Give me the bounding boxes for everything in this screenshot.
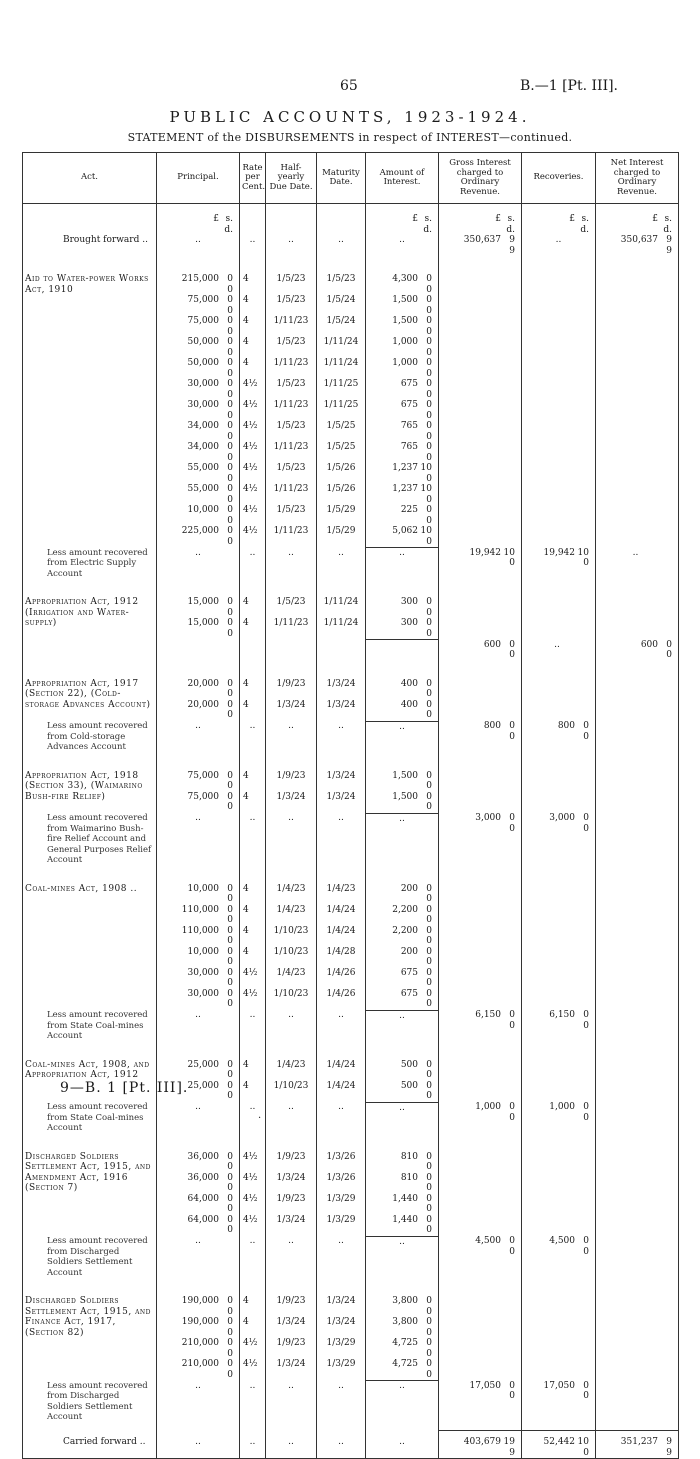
principal-cell: 25,000 00	[157, 1050, 240, 1081]
carried-forward-net: 351,237 99	[596, 1431, 679, 1459]
page-title: PUBLIC ACCOUNTS, 1923-1924.	[169, 108, 531, 126]
maturity-cell: 1/11/24	[317, 337, 366, 358]
due-date-cell: 1/3/24	[266, 792, 317, 814]
col-header-principal: Principal.	[157, 153, 240, 204]
rate-cell: 4	[240, 618, 266, 640]
col-header-due-date: Half-yearly Due Date.	[266, 153, 317, 204]
maturity-cell: 1/3/29	[317, 1194, 366, 1215]
interest-cell: 3,800 00	[366, 1317, 439, 1338]
principal-units: £ s.d.	[157, 204, 240, 236]
principal-cell: 30,000 00	[157, 968, 240, 989]
principal-cell: 20,000 00	[157, 669, 240, 700]
principal-cell: 15,000 00	[157, 587, 240, 618]
due-date-cell: 1/9/23	[266, 1142, 317, 1173]
interest-cell: 2,200 00	[366, 926, 439, 947]
due-date-cell: 1/5/23	[266, 295, 317, 316]
principal-cell: 55,000 00	[157, 463, 240, 484]
table-row	[23, 761, 679, 792]
maturity-cell: 1/5/23	[317, 264, 366, 295]
gross-interest-cell: 6,150 00	[439, 1010, 522, 1050]
rate-cell: 4½	[240, 989, 266, 1011]
currency-units-row	[23, 204, 679, 236]
maturity-cell: 1/4/23	[317, 874, 366, 905]
principal-cell: 64,000 00	[157, 1194, 240, 1215]
interest-cell: 1,000 00	[366, 337, 439, 358]
interest-cell: 1,237 100	[366, 463, 439, 484]
due-date-cell: 1/4/23	[266, 1050, 317, 1081]
due-date-cell: 1/10/23	[266, 1081, 317, 1103]
gross-interest-cell: 17,050 00	[439, 1381, 522, 1431]
maturity-cell: 1/3/29	[317, 1338, 366, 1359]
net-units: £ s.d.	[596, 204, 679, 236]
act-name: Appropriation Act, 1918 (Section 33), (Waimarino Bush-fire Relief)	[23, 761, 157, 814]
net-interest-cell	[596, 1102, 679, 1142]
maturity-cell: 1/3/24	[317, 669, 366, 700]
principal-cell: 190,000 00	[157, 1317, 240, 1338]
maturity-cell: 1/4/24	[317, 1050, 366, 1081]
interest-cell: 675 00	[366, 989, 439, 1011]
maturity-cell: 1/3/24	[317, 700, 366, 722]
interest-cell: 400 00	[366, 669, 439, 700]
principal-cell: 110,000 00	[157, 905, 240, 926]
rate-cell: 4½	[240, 1142, 266, 1173]
due-date-cell: 1/5/23	[266, 505, 317, 526]
principal-cell: 225,000 00	[157, 526, 240, 548]
rate-cell: 4½	[240, 968, 266, 989]
principal-cell: 190,000 00	[157, 1286, 240, 1317]
maturity-cell: 1/3/29	[317, 1359, 366, 1381]
interest-cell: 4,725 00	[366, 1359, 439, 1381]
rate-cell: 4½	[240, 1194, 266, 1215]
table-row	[23, 1142, 679, 1173]
maturity-cell: 1/4/24	[317, 1081, 366, 1103]
rate-cell: 4½	[240, 505, 266, 526]
act-name: Discharged Soldiers Settlement Act, 1915, and Finance Act, 1917, (Section 82)	[23, 1286, 157, 1381]
due-date-cell: 1/11/23	[266, 526, 317, 548]
due-date-cell: 1/5/23	[266, 337, 317, 358]
act-name: Coal-mines Act, 1908, and Appropriation Act, 1912	[23, 1050, 157, 1103]
due-date-cell: 1/11/23	[266, 618, 317, 640]
section-total-row: Less amount recovered from Cold-storage Advances Account .. .. .. .. .. 800 00 800 00	[23, 721, 679, 761]
interest-cell: 1,440 00	[366, 1194, 439, 1215]
section-total-row: Less amount recovered from Electric Supply Account .. .. .. .. .. 19,942 100 19,942 100 ..	[23, 548, 679, 588]
maturity-cell: 1/5/26	[317, 463, 366, 484]
due-date-cell: 1/5/23	[266, 421, 317, 442]
due-date-cell: 1/11/23	[266, 316, 317, 337]
interest-cell: 1,237 100	[366, 484, 439, 505]
interest-cell: 765 00	[366, 442, 439, 463]
recoveries-cell: ..	[522, 640, 596, 669]
interest-cell: 5,062 100	[366, 526, 439, 548]
table-row	[23, 874, 679, 905]
maturity-cell: 1/5/25	[317, 442, 366, 463]
rate-cell: 4	[240, 358, 266, 379]
due-date-cell: 1/4/23	[266, 874, 317, 905]
maturity-cell: 1/11/24	[317, 358, 366, 379]
gross-interest-cell: 1,000 00	[439, 1102, 522, 1142]
net-interest-cell	[596, 813, 679, 874]
principal-cell: 210,000 00	[157, 1338, 240, 1359]
net-interest-cell	[596, 1236, 679, 1286]
principal-cell: 10,000 00	[157, 874, 240, 905]
principal-cell: 75,000 00	[157, 761, 240, 792]
maturity-cell: 1/3/26	[317, 1173, 366, 1194]
interest-cell: 225 00	[366, 505, 439, 526]
due-date-cell: 1/3/24	[266, 1317, 317, 1338]
act-name: Appropriation Act, 1912 (Irrigation and Water-supply)	[23, 587, 157, 640]
rate-cell: 4½	[240, 1359, 266, 1381]
rate-cell: 4	[240, 669, 266, 700]
rate-cell: 4	[240, 761, 266, 792]
rate-cell: 4	[240, 700, 266, 722]
net-interest-cell	[596, 1010, 679, 1050]
table-row	[23, 587, 679, 618]
net-interest-cell: 600 00	[596, 640, 679, 669]
col-header-gross: Gross Interest charged to Ordinary Revenue.	[439, 153, 522, 204]
page-mark: .	[258, 1110, 262, 1121]
interest-cell: 1,500 00	[366, 295, 439, 316]
statement-subtitle: STATEMENT of the DISBURSEMENTS in respect of INTEREST—continued.	[127, 131, 573, 144]
interest-cell: 765 00	[366, 421, 439, 442]
principal-cell: 36,000 00	[157, 1142, 240, 1173]
recoveries-cell: 1,000 00	[522, 1102, 596, 1142]
due-date-cell: 1/9/23	[266, 1286, 317, 1317]
maturity-cell: 1/5/24	[317, 316, 366, 337]
page-number: 65	[340, 78, 358, 94]
maturity-cell: 1/4/26	[317, 989, 366, 1011]
interest-cell: 1,500 00	[366, 761, 439, 792]
carried-forward-recoveries: 52,442 100	[522, 1431, 596, 1459]
maturity-cell: 1/4/28	[317, 947, 366, 968]
maturity-cell: 1/3/26	[317, 1142, 366, 1173]
less-recovered-note: Less amount recovered from Electric Supply Account	[23, 548, 157, 588]
principal-cell: 25,000 00	[157, 1081, 240, 1103]
section-total-row	[23, 640, 679, 669]
act-name: Aid to Water-power Works Act, 1910	[23, 264, 157, 548]
recoveries-cell: 6,150 00	[522, 1010, 596, 1050]
net-interest-cell	[596, 721, 679, 761]
maturity-cell: 1/11/24	[317, 618, 366, 640]
section-total-row: Less amount recovered from State Coal-mines Account .. .. .. .. .. 1,000 00 1,000 00	[23, 1102, 679, 1142]
print-reference: 9—B. 1 [Pt. III].	[60, 1080, 189, 1096]
maturity-cell: 1/3/24	[317, 761, 366, 792]
due-date-cell: 1/10/23	[266, 947, 317, 968]
principal-cell: 36,000 00	[157, 1173, 240, 1194]
interest-cell: 1,000 00	[366, 358, 439, 379]
table-row	[23, 1286, 679, 1317]
rate-cell: 4	[240, 1317, 266, 1338]
maturity-cell: 1/4/24	[317, 905, 366, 926]
act-name: Appropriation Act, 1917 (Section 22), (Cold-storage Advances Account)	[23, 669, 157, 722]
brought-forward-label: Brought forward ..	[23, 235, 157, 264]
rate-cell: 4½	[240, 379, 266, 400]
table-header-row	[23, 153, 679, 204]
due-date-cell: 1/10/23	[266, 989, 317, 1011]
due-date-cell: 1/4/23	[266, 968, 317, 989]
less-recovered-note: Less amount recovered from State Coal-mines Account	[23, 1102, 157, 1142]
due-date-cell: 1/11/23	[266, 358, 317, 379]
rate-cell: 4	[240, 1286, 266, 1317]
recoveries-cell: 17,050 00	[522, 1381, 596, 1431]
principal-cell: 30,000 00	[157, 989, 240, 1011]
principal-cell: 50,000 00	[157, 337, 240, 358]
col-header-net: Net Interest charged to Ordinary Revenue.	[596, 153, 679, 204]
due-date-cell: 1/11/23	[266, 484, 317, 505]
due-date-cell: 1/3/24	[266, 1359, 317, 1381]
maturity-cell: 1/11/25	[317, 400, 366, 421]
rate-cell: 4½	[240, 484, 266, 505]
act-name: Discharged Soldiers Settlement Act, 1915, and Amendment Act, 1916 (Section 7)	[23, 1142, 157, 1237]
maturity-cell: 1/3/24	[317, 792, 366, 814]
table-row	[23, 669, 679, 700]
interest-cell: 1,440 00	[366, 1215, 439, 1237]
interest-cell: 200 00	[366, 874, 439, 905]
maturity-cell: 1/5/29	[317, 505, 366, 526]
section-total-row: Less amount recovered from Waimarino Bush-fire Relief Account and General Purposes Relief Account .. .. .. .. .. 3,000 00 3,000 00	[23, 813, 679, 874]
principal-cell: 30,000 00	[157, 400, 240, 421]
interest-cell: 500 00	[366, 1050, 439, 1081]
maturity-cell: 1/3/24	[317, 1286, 366, 1317]
maturity-cell: 1/3/24	[317, 1317, 366, 1338]
due-date-cell: 1/10/23	[266, 926, 317, 947]
less-recovered-note: Less amount recovered from Discharged Soldiers Settlement Account	[23, 1236, 157, 1286]
brought-forward-gross: 350,637 99	[439, 235, 522, 264]
maturity-cell: 1/5/24	[317, 295, 366, 316]
recoveries-cell: 19,942 100	[522, 548, 596, 588]
principal-cell: 75,000 00	[157, 295, 240, 316]
gross-interest-cell: 600 00	[439, 640, 522, 669]
section-total-row: Less amount recovered from Discharged Soldiers Settlement Account .. .. .. .. .. 4,500 00 4,500 00	[23, 1236, 679, 1286]
rate-cell: 4½	[240, 421, 266, 442]
due-date-cell: 1/5/23	[266, 587, 317, 618]
interest-cell: 4,725 00	[366, 1338, 439, 1359]
net-interest-cell: ..	[596, 548, 679, 588]
gross-interest-cell: 3,000 00	[439, 813, 522, 874]
principal-cell: 15,000 00	[157, 618, 240, 640]
due-date-cell: 1/9/23	[266, 669, 317, 700]
maturity-cell: 1/4/26	[317, 968, 366, 989]
net-interest-cell	[596, 1381, 679, 1431]
rate-cell: 4	[240, 316, 266, 337]
interest-cell: 1,500 00	[366, 316, 439, 337]
rate-cell: 4	[240, 792, 266, 814]
rate-cell: 4	[240, 926, 266, 947]
gross-units: £ s.d.	[439, 204, 522, 236]
principal-cell: 215,000 00	[157, 264, 240, 295]
interest-cell: 675 00	[366, 968, 439, 989]
section-total-row: Less amount recovered from Discharged Soldiers Settlement Account .. .. .. .. .. 17,050 00 17,050 00	[23, 1381, 679, 1431]
due-date-cell: 1/11/23	[266, 400, 317, 421]
interest-cell: 300 00	[366, 587, 439, 618]
rate-cell: 4	[240, 1081, 266, 1103]
brought-forward-recoveries: ..	[522, 235, 596, 264]
principal-cell: 10,000 00	[157, 947, 240, 968]
principal-cell: 10,000 00	[157, 505, 240, 526]
table-row	[23, 264, 679, 295]
rate-cell: 4	[240, 295, 266, 316]
principal-cell: 210,000 00	[157, 1359, 240, 1381]
brought-forward-row: Brought forward .. .. .. .. .. .. 350,637 99 .. 350,637 99	[23, 235, 679, 264]
principal-cell: 75,000 00	[157, 792, 240, 814]
rate-cell: 4½	[240, 1215, 266, 1237]
less-recovered-note: Less amount recovered from Discharged Soldiers Settlement Account	[23, 1381, 157, 1431]
due-date-cell: 1/5/23	[266, 264, 317, 295]
due-date-cell: 1/4/23	[266, 905, 317, 926]
carried-forward-row: Carried forward .. .. .. .. .. .. 403,679 199 52,442 100 351,237 99	[23, 1431, 679, 1459]
due-date-cell: 1/9/23	[266, 1194, 317, 1215]
rate-cell: 4	[240, 874, 266, 905]
col-header-rate: Rate per Cent.	[240, 153, 266, 204]
rate-cell: 4	[240, 905, 266, 926]
rate-cell: 4	[240, 1050, 266, 1081]
interest-cell: 675 00	[366, 400, 439, 421]
maturity-cell: 1/11/24	[317, 587, 366, 618]
document-reference: B.—1 [Pt. III].	[520, 78, 619, 94]
due-date-cell: 1/3/24	[266, 1215, 317, 1237]
maturity-cell: 1/4/24	[317, 926, 366, 947]
principal-cell: 34,000 00	[157, 421, 240, 442]
rate-cell: 4½	[240, 526, 266, 548]
rate-cell: 4½	[240, 1173, 266, 1194]
interest-cell: 300 00	[366, 618, 439, 640]
col-header-act: Act.	[23, 153, 157, 204]
col-header-recoveries: Recoveries.	[522, 153, 596, 204]
due-date-cell: 1/11/23	[266, 442, 317, 463]
gross-interest-cell: 19,942 100	[439, 548, 522, 588]
maturity-cell: 1/11/25	[317, 379, 366, 400]
rate-cell: 4	[240, 587, 266, 618]
principal-cell: 50,000 00	[157, 358, 240, 379]
maturity-cell: 1/3/29	[317, 1215, 366, 1237]
rate-cell: 4	[240, 947, 266, 968]
rate-cell: 4½	[240, 442, 266, 463]
less-recovered-note: Less amount recovered from Waimarino Bush-fire Relief Account and General Purposes Relief Account	[23, 813, 157, 874]
carried-forward-label: Carried forward ..	[23, 1431, 157, 1459]
rate-cell: 4	[240, 264, 266, 295]
interest-cell: 4,300 00	[366, 264, 439, 295]
gross-interest-cell: 800 00	[439, 721, 522, 761]
principal-cell: 34,000 00	[157, 442, 240, 463]
due-date-cell: 1/9/23	[266, 1338, 317, 1359]
col-header-amount: Amount of Interest.	[366, 153, 439, 204]
act-name: Coal-mines Act, 1908 ..	[23, 874, 157, 1011]
interest-cell: 500 00	[366, 1081, 439, 1103]
principal-cell: 20,000 00	[157, 700, 240, 722]
interest-cell: 810 00	[366, 1173, 439, 1194]
recoveries-cell: 3,000 00	[522, 813, 596, 874]
due-date-cell: 1/9/23	[266, 761, 317, 792]
maturity-cell: 1/5/25	[317, 421, 366, 442]
rate-cell: 4½	[240, 1338, 266, 1359]
gross-interest-cell: 4,500 00	[439, 1236, 522, 1286]
less-recovered-note: Less amount recovered from Cold-storage Advances Account	[23, 721, 157, 761]
principal-cell: 75,000 00	[157, 316, 240, 337]
recoveries-cell: 800 00	[522, 721, 596, 761]
interest-cell: 3,800 00	[366, 1286, 439, 1317]
maturity-cell: 1/5/26	[317, 484, 366, 505]
interest-units: £ s.d.	[366, 204, 439, 236]
interest-disbursements-table	[22, 152, 679, 1459]
interest-cell: 200 00	[366, 947, 439, 968]
section-total-row: Less amount recovered from State Coal-mines Account .. .. .. .. .. 6,150 00 6,150 00	[23, 1010, 679, 1050]
interest-cell: 810 00	[366, 1142, 439, 1173]
brought-forward-net: 350,637 99	[596, 235, 679, 264]
maturity-cell: 1/5/29	[317, 526, 366, 548]
rate-cell: 4	[240, 337, 266, 358]
rate-cell: 4½	[240, 400, 266, 421]
recoveries-units: £ s.d.	[522, 204, 596, 236]
principal-cell: 110,000 00	[157, 926, 240, 947]
interest-cell: 675 00	[366, 379, 439, 400]
col-header-maturity: Maturity Date.	[317, 153, 366, 204]
principal-cell: 55,000 00	[157, 484, 240, 505]
due-date-cell: 1/3/24	[266, 700, 317, 722]
recoveries-cell: 4,500 00	[522, 1236, 596, 1286]
interest-cell: 2,200 00	[366, 905, 439, 926]
rate-cell: 4½	[240, 463, 266, 484]
principal-cell: 30,000 00	[157, 379, 240, 400]
due-date-cell: 1/3/24	[266, 1173, 317, 1194]
table-row	[23, 1050, 679, 1081]
due-date-cell: 1/5/23	[266, 463, 317, 484]
interest-cell: 1,500 00	[366, 792, 439, 814]
principal-cell: 64,000 00	[157, 1215, 240, 1237]
due-date-cell: 1/5/23	[266, 379, 317, 400]
less-recovered-note: Less amount recovered from State Coal-mines Account	[23, 1010, 157, 1050]
carried-forward-gross: 403,679 199	[439, 1431, 522, 1459]
interest-cell: 400 00	[366, 700, 439, 722]
